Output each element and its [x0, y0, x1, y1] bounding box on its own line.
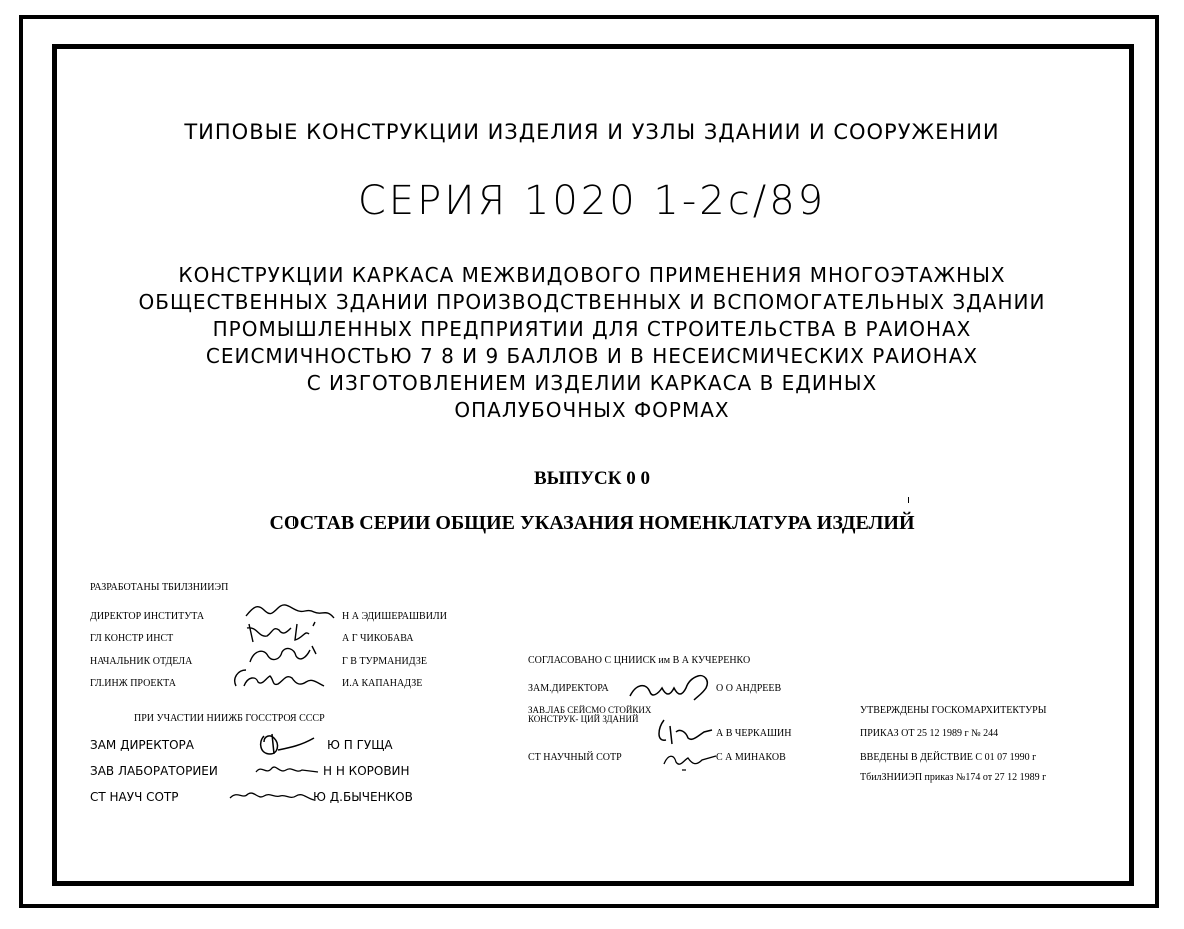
description-line: ОБЩЕСТВЕННЫХ ЗДАНИИ ПРОИЗВОДСТВЕННЫХ И ВСПОМОГАТЕЛЬНЫХ ЗДАНИИ [138, 290, 1046, 314]
developed-role: ГЛ.ИНЖ ПРОЕКТА [90, 678, 176, 689]
agreed-role: ЗАМ.ДИРЕКТОРА [528, 683, 609, 694]
approved-line: УТВЕРЖДЕНЫ ГОСКОМАРХИТЕКТУРЫ [860, 705, 1047, 716]
participation-name: Ю Д.БЫЧЕНКОВ [313, 790, 413, 804]
signature [622, 670, 718, 706]
issue-contents: СОСТАВ СЕРИИ ОБЩИЕ УКАЗАНИЯ НОМЕНКЛАТУРА ИЗДЕЛИЙ [269, 512, 915, 534]
signature [240, 642, 322, 666]
developed-title: РАЗРАБОТАНЫ ТБИЛЗНИИЭП [90, 582, 229, 593]
agreed-role: ЗАВ.ЛАБ СЕЙСМО СТОЙКИХ КОНСТРУК- ЦИЙ ЗДАНИЙ [528, 705, 652, 724]
developed-name: Г В ТУРМАНИДЗЕ [342, 656, 427, 667]
signature [250, 724, 320, 764]
participation-name: Ю П ГУЩА [327, 738, 393, 752]
developed-role: ДИРЕКТОР ИНСТИТУТА [90, 611, 205, 622]
agreed-role: СТ НАУЧНЫЙ СОТР [528, 752, 622, 763]
developed-role: ГЛ КОНСТР ИНСТ [90, 633, 174, 644]
developed-role: НАЧАЛЬНИК ОТДЕЛА [90, 656, 193, 667]
signature [660, 746, 720, 772]
series-title: СЕРИЯ 1020 1-2с/89 [357, 178, 827, 224]
series-description [0, 262, 1184, 424]
description-line: ПРОМЫШЛЕННЫХ ПРЕДПРИЯТИИ ДЛЯ СТРОИТЕЛЬСТВА В РАИОНАХ [212, 317, 972, 341]
description-line: КОНСТРУКЦИИ КАРКАСА МЕЖВИДОВОГО ПРИМЕНЕНИЯ МНОГОЭТАЖНЫХ [178, 263, 1006, 287]
mark-tick [908, 497, 909, 503]
signature [228, 784, 318, 806]
agreed-name: О О АНДРЕЕВ [716, 683, 782, 694]
description-line: С ИЗГОТОВЛЕНИЕМ ИЗДЕЛИИ КАРКАСА В ЕДИНЫХ [306, 371, 878, 395]
approved-line: ТбилЗНИИЭП приказ №174 от 27 12 1989 г [860, 772, 1047, 783]
signature [254, 760, 324, 780]
developed-name: Н А ЭДИШЕРАШВИЛИ [342, 611, 447, 622]
developed-name: А Г ЧИКОБАВА [342, 633, 414, 644]
description-line: ОПАЛУБОЧНЫХ ФОРМАХ [454, 398, 730, 422]
developed-name: И.А КАПАНАДЗЕ [342, 678, 423, 689]
participation-role: ЗАМ ДИРЕКТОРА [90, 738, 194, 752]
approved-line: ВВЕДЕНЫ В ДЕЙСТВИЕ С 01 07 1990 г [860, 752, 1037, 763]
participation-role: СТ НАУЧ СОТР [90, 790, 179, 804]
description-line: СЕИСМИЧНОСТЬЮ 7 8 И 9 БАЛЛОВ И В НЕСЕИСМИЧЕСКИХ РАИОНАХ [205, 344, 979, 368]
approved-line: ПРИКАЗ ОТ 25 12 1989 г № 244 [860, 728, 999, 739]
agreed-title: СОГЛАСОВАНО С ЦНИИСК им В А КУЧЕРЕНКО [528, 655, 751, 666]
issue-number: ВЫПУСК 0 0 [533, 468, 651, 489]
agreed-name: С А МИНАКОВ [716, 752, 786, 763]
participation-role: ЗАВ ЛАБОРАТОРИЕИ [90, 764, 218, 778]
participation-title: ПРИ УЧАСТИИ НИИЖБ ГОССТРОЯ СССР [134, 713, 325, 724]
signature [228, 664, 328, 692]
document-header: ТИПОВЫЕ КОНСТРУКЦИИ ИЗДЕЛИЯ И УЗЛЫ ЗДАНИИ И СООРУЖЕНИИ [184, 120, 1000, 144]
participation-name: Н Н КОРОВИН [323, 764, 410, 778]
agreed-name: А В ЧЕРКАШИН [716, 728, 792, 739]
